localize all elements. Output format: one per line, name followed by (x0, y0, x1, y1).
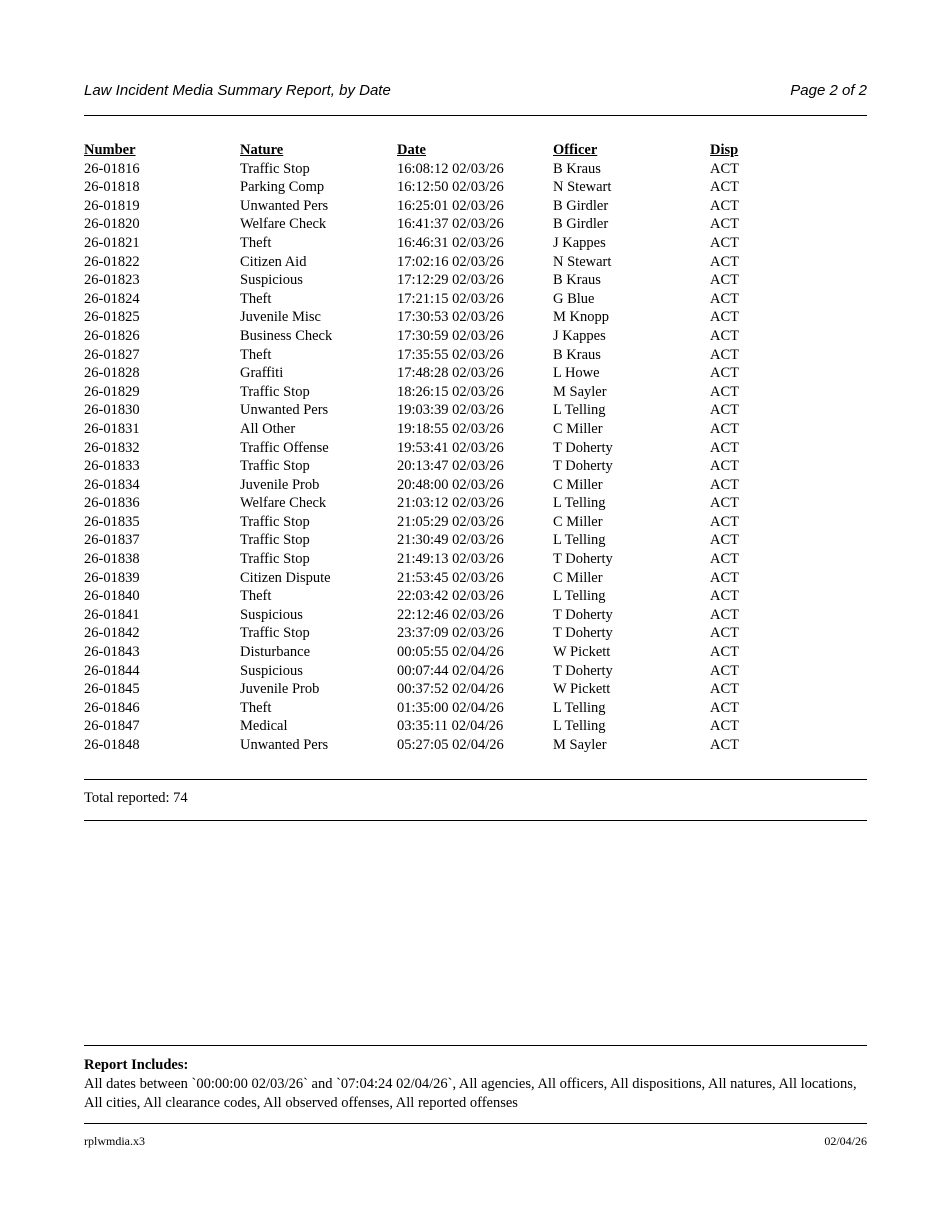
cell-disp: ACT (710, 420, 739, 437)
cell-nature: Traffic Stop (240, 160, 310, 177)
cell-disp: ACT (710, 216, 739, 233)
table-row (84, 643, 867, 662)
cell-nature: Traffic Stop (240, 513, 310, 530)
cell-date: 17:35:55 02/03/26 (397, 346, 504, 363)
cell-nature: Medical (240, 718, 288, 735)
cell-disp: ACT (710, 699, 739, 716)
cell-date: 16:08:12 02/03/26 (397, 160, 504, 177)
cell-officer: B Kraus (553, 160, 601, 177)
cell-date: 22:12:46 02/03/26 (397, 606, 504, 623)
cell-nature: Welfare Check (240, 216, 327, 233)
header-divider (84, 115, 867, 116)
cell-nature: All Other (240, 420, 296, 437)
cell-date: 16:25:01 02/03/26 (397, 197, 504, 214)
report-id: rplwmdia.x3 (84, 1134, 145, 1148)
cell-number: 26-01823 (84, 272, 140, 289)
table-row (84, 401, 867, 420)
cell-nature: Unwanted Pers (240, 402, 329, 419)
print-date: 02/04/26 (824, 1134, 867, 1148)
cell-officer: C Miller (553, 420, 603, 437)
table-row (84, 476, 867, 495)
cell-date: 18:26:15 02/03/26 (397, 383, 504, 400)
cell-number: 26-01848 (84, 737, 140, 753)
cell-date: 21:03:12 02/03/26 (397, 495, 504, 512)
table-body (84, 160, 867, 755)
table-row (84, 624, 867, 643)
cell-date: 17:30:59 02/03/26 (397, 327, 504, 344)
cell-date: 16:41:37 02/03/26 (397, 216, 504, 233)
footer-divider (84, 1123, 867, 1124)
table-row (84, 569, 867, 588)
table-row (84, 457, 867, 476)
table-row (84, 699, 867, 718)
column-header-date: Date (397, 142, 426, 158)
cell-date: 22:03:42 02/03/26 (397, 588, 504, 605)
cell-date: 21:53:45 02/03/26 (397, 569, 504, 586)
cell-number: 26-01819 (84, 197, 140, 214)
cell-number: 26-01844 (84, 662, 140, 679)
cell-officer: C Miller (553, 476, 603, 493)
cell-nature: Theft (240, 234, 272, 251)
table-row (84, 717, 867, 736)
table-row (84, 550, 867, 569)
cell-officer: M Knopp (553, 309, 609, 326)
cell-nature: Juvenile Misc (240, 309, 321, 326)
table-row (84, 364, 867, 383)
cell-disp: ACT (710, 290, 739, 307)
cell-date: 19:03:39 02/03/26 (397, 402, 504, 419)
cell-officer: L Howe (553, 365, 600, 382)
cell-date: 19:18:55 02/03/26 (397, 420, 504, 437)
page-number: Page 2 of 2 (790, 82, 867, 99)
table-row (84, 662, 867, 681)
cell-officer: L Telling (553, 588, 606, 605)
cell-nature: Juvenile Prob (240, 476, 320, 493)
cell-number: 26-01818 (84, 179, 140, 196)
report-includes-text: All dates between `00:00:00 02/03/26` and `07:04:24 02/04/26`, All agencies, All officers, All dispositions, All natures, All locations, All cities, All clearance codes, All observed offenses, All reported offenses (84, 1076, 857, 1111)
cell-officer: B Kraus (553, 272, 601, 289)
cell-number: 26-01824 (84, 290, 140, 307)
cell-nature: Traffic Offense (240, 439, 329, 456)
cell-number: 26-01839 (84, 569, 140, 586)
cell-date: 00:07:44 02/04/26 (397, 662, 504, 679)
table-row (84, 606, 867, 625)
cell-number: 26-01828 (84, 365, 140, 382)
table-row (84, 215, 867, 234)
table-row (84, 531, 867, 550)
cell-date: 21:49:13 02/03/26 (397, 551, 504, 568)
cell-nature: Suspicious (240, 272, 303, 289)
incident-table (84, 141, 867, 755)
cell-disp: ACT (710, 309, 739, 326)
cell-date: 17:12:29 02/03/26 (397, 272, 504, 289)
table-row (84, 308, 867, 327)
cell-disp: ACT (710, 532, 739, 549)
cell-nature: Suspicious (240, 662, 303, 679)
cell-officer: B Kraus (553, 346, 601, 363)
cell-nature: Theft (240, 290, 272, 307)
cell-nature: Suspicious (240, 606, 303, 623)
cell-date: 16:12:50 02/03/26 (397, 179, 504, 196)
table-row (84, 327, 867, 346)
cell-number: 26-01826 (84, 327, 140, 344)
cell-date: 16:46:31 02/03/26 (397, 234, 504, 251)
cell-officer: B Girdler (553, 216, 609, 233)
cell-officer: L Telling (553, 495, 606, 512)
cell-date: 20:48:00 02/03/26 (397, 476, 504, 493)
table-row (84, 234, 867, 253)
table-row (84, 680, 867, 699)
cell-officer: M Sayler (553, 383, 607, 400)
cell-date: 01:35:00 02/04/26 (397, 699, 504, 716)
table-row (84, 420, 867, 439)
cell-nature: Unwanted Pers (240, 197, 329, 214)
cell-officer: N Stewart (553, 179, 612, 196)
cell-number: 26-01821 (84, 234, 140, 251)
cell-nature: Traffic Stop (240, 458, 310, 475)
cell-officer: T Doherty (553, 551, 613, 568)
table-row (84, 383, 867, 402)
table-row (84, 178, 867, 197)
cell-nature: Traffic Stop (240, 532, 310, 549)
cell-date: 17:48:28 02/03/26 (397, 365, 504, 382)
table-row (84, 253, 867, 272)
cell-officer: L Telling (553, 402, 606, 419)
cell-number: 26-01829 (84, 383, 140, 400)
cell-date: 21:05:29 02/03/26 (397, 513, 504, 530)
cell-disp: ACT (710, 439, 739, 456)
cell-number: 26-01841 (84, 606, 140, 623)
table-bottom-divider (84, 779, 867, 780)
cell-officer: L Telling (553, 532, 606, 549)
cell-officer: M Sayler (553, 737, 607, 753)
cell-nature: Disturbance (240, 644, 311, 661)
cell-officer: C Miller (553, 569, 603, 586)
cell-date: 03:35:11 02/04/26 (397, 718, 504, 735)
total-divider (84, 820, 867, 821)
cell-number: 26-01846 (84, 699, 140, 716)
report-title: Law Incident Media Summary Report, by Date (84, 82, 391, 99)
cell-nature: Graffiti (240, 365, 284, 382)
cell-date: 00:37:52 02/04/26 (397, 681, 504, 698)
report-includes-title: Report Includes: (84, 1057, 189, 1073)
cell-disp: ACT (710, 681, 739, 698)
table-header-row (84, 141, 867, 160)
cell-number: 26-01832 (84, 439, 140, 456)
cell-disp: ACT (710, 513, 739, 530)
cell-disp: ACT (710, 179, 739, 196)
table-row (84, 736, 867, 755)
cell-date: 21:30:49 02/03/26 (397, 532, 504, 549)
cell-officer: J Kappes (553, 234, 606, 251)
cell-date: 23:37:09 02/03/26 (397, 625, 504, 642)
cell-date: 17:21:15 02/03/26 (397, 290, 504, 307)
cell-number: 26-01843 (84, 644, 140, 661)
table-row (84, 439, 867, 458)
column-header-disp: Disp (710, 142, 739, 158)
cell-disp: ACT (710, 197, 739, 214)
cell-nature: Business Check (240, 327, 333, 344)
cell-nature: Theft (240, 588, 272, 605)
cell-disp: ACT (710, 346, 739, 363)
cell-date: 00:05:55 02/04/26 (397, 644, 504, 661)
cell-number: 26-01831 (84, 420, 140, 437)
cell-officer: T Doherty (553, 662, 613, 679)
cell-nature: Juvenile Prob (240, 681, 320, 698)
table-row (84, 197, 867, 216)
cell-disp: ACT (710, 160, 739, 177)
cell-nature: Citizen Aid (240, 253, 307, 270)
cell-date: 05:27:05 02/04/26 (397, 737, 504, 753)
cell-number: 26-01835 (84, 513, 140, 530)
cell-date: 17:02:16 02/03/26 (397, 253, 504, 270)
cell-officer: T Doherty (553, 458, 613, 475)
cell-officer: G Blue (553, 290, 595, 307)
cell-number: 26-01830 (84, 402, 140, 419)
cell-disp: ACT (710, 402, 739, 419)
cell-disp: ACT (710, 569, 739, 586)
cell-nature: Parking Comp (240, 179, 325, 196)
cell-disp: ACT (710, 737, 739, 753)
table-row (84, 494, 867, 513)
column-header-number: Number (84, 142, 136, 158)
cell-nature: Welfare Check (240, 495, 327, 512)
cell-number: 26-01837 (84, 532, 140, 549)
cell-date: 19:53:41 02/03/26 (397, 439, 504, 456)
cell-officer: W Pickett (553, 681, 611, 698)
cell-nature: Theft (240, 699, 272, 716)
cell-disp: ACT (710, 327, 739, 344)
cell-officer: C Miller (553, 513, 603, 530)
cell-nature: Citizen Dispute (240, 569, 331, 586)
table-row (84, 271, 867, 290)
cell-number: 26-01838 (84, 551, 140, 568)
cell-number: 26-01834 (84, 476, 140, 493)
cell-officer: J Kappes (553, 327, 606, 344)
cell-disp: ACT (710, 606, 739, 623)
cell-officer: L Telling (553, 699, 606, 716)
cell-disp: ACT (710, 253, 739, 270)
cell-disp: ACT (710, 495, 739, 512)
table-row (84, 290, 867, 309)
cell-officer: T Doherty (553, 606, 613, 623)
cell-disp: ACT (710, 476, 739, 493)
column-header-officer: Officer (553, 142, 598, 158)
cell-officer: B Girdler (553, 197, 609, 214)
cell-disp: ACT (710, 458, 739, 475)
cell-disp: ACT (710, 383, 739, 400)
cell-number: 26-01845 (84, 681, 140, 698)
cell-disp: ACT (710, 234, 739, 251)
cell-officer: T Doherty (553, 625, 613, 642)
cell-nature: Unwanted Pers (240, 737, 329, 753)
cell-number: 26-01836 (84, 495, 140, 512)
cell-number: 26-01833 (84, 458, 140, 475)
cell-disp: ACT (710, 551, 739, 568)
includes-top-divider (84, 1045, 867, 1046)
cell-nature: Traffic Stop (240, 551, 310, 568)
cell-disp: ACT (710, 718, 739, 735)
cell-disp: ACT (710, 365, 739, 382)
cell-number: 26-01822 (84, 253, 140, 270)
cell-number: 26-01842 (84, 625, 140, 642)
cell-nature: Theft (240, 346, 272, 363)
cell-number: 26-01840 (84, 588, 140, 605)
cell-number: 26-01847 (84, 718, 140, 735)
column-header-nature: Nature (240, 142, 284, 158)
cell-disp: ACT (710, 625, 739, 642)
cell-nature: Traffic Stop (240, 383, 310, 400)
cell-disp: ACT (710, 588, 739, 605)
cell-disp: ACT (710, 662, 739, 679)
table-row (84, 513, 867, 532)
cell-number: 26-01820 (84, 216, 140, 233)
cell-officer: W Pickett (553, 644, 611, 661)
cell-date: 17:30:53 02/03/26 (397, 309, 504, 326)
cell-officer: N Stewart (553, 253, 612, 270)
table-row (84, 160, 867, 179)
cell-officer: L Telling (553, 718, 606, 735)
cell-disp: ACT (710, 272, 739, 289)
cell-officer: T Doherty (553, 439, 613, 456)
cell-date: 20:13:47 02/03/26 (397, 458, 504, 475)
cell-number: 26-01816 (84, 160, 140, 177)
table-row (84, 346, 867, 365)
cell-number: 26-01825 (84, 309, 140, 326)
total-reported: Total reported: 74 (84, 790, 188, 806)
table-row (84, 587, 867, 606)
cell-number: 26-01827 (84, 346, 140, 363)
cell-nature: Traffic Stop (240, 625, 310, 642)
cell-disp: ACT (710, 644, 739, 661)
